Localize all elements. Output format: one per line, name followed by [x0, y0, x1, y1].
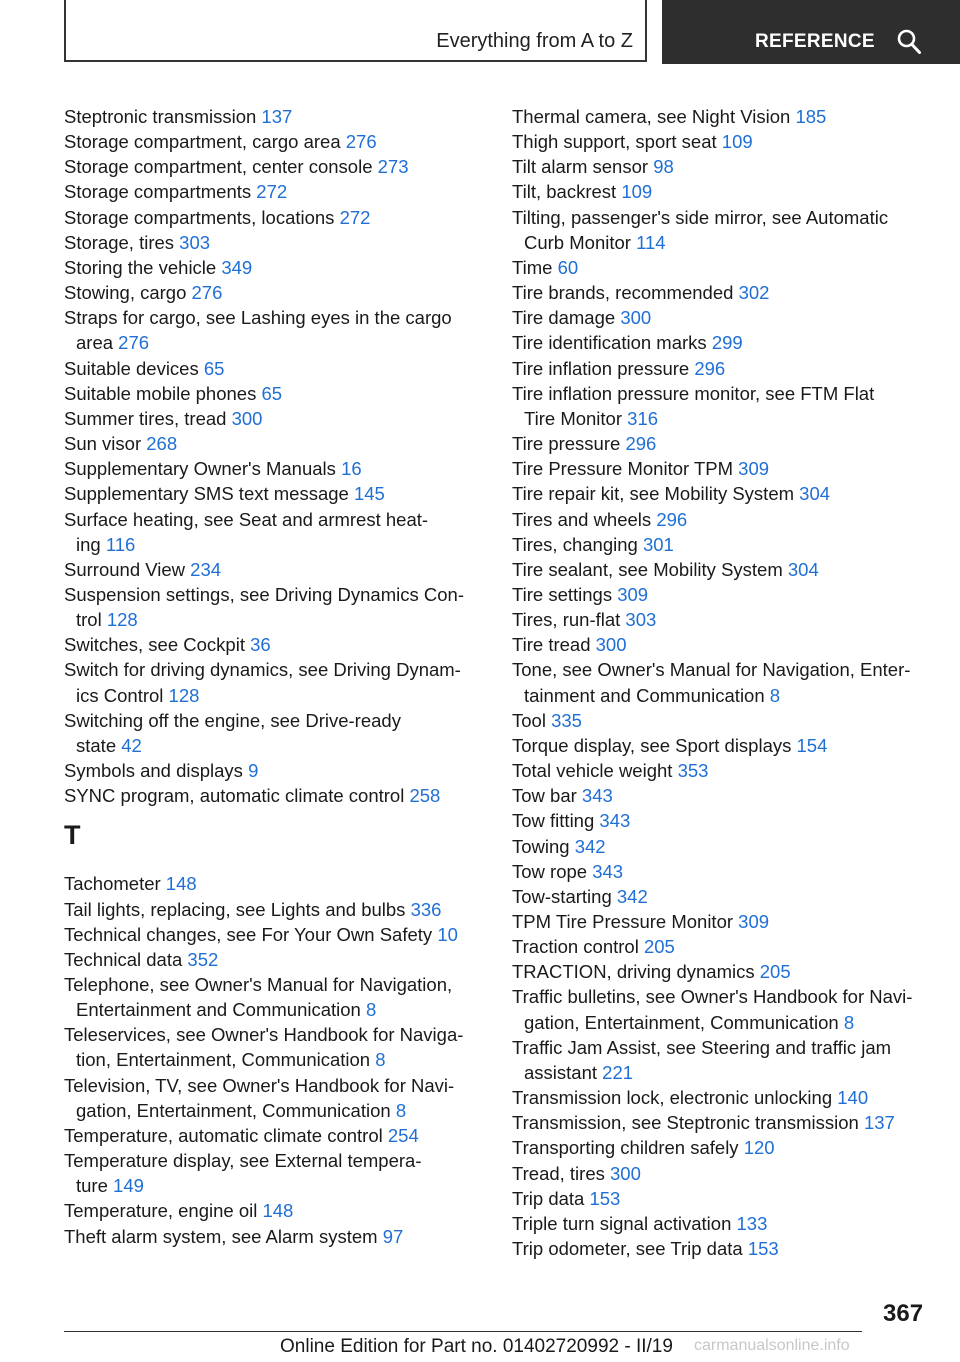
- index-page-link[interactable]: 8: [395, 1099, 407, 1121]
- index-page-link[interactable]: 8: [843, 1011, 855, 1033]
- index-page-link[interactable]: 153: [589, 1187, 621, 1209]
- index-entry: [64, 1123, 484, 1148]
- index-entry: [64, 947, 484, 972]
- footer-divider: [64, 1331, 862, 1332]
- index-page-link[interactable]: 300: [231, 407, 263, 429]
- index-entry-text: Temperature display, see External tempera-: [64, 1150, 422, 1172]
- index-page-link[interactable]: 302: [738, 282, 770, 304]
- index-page-link[interactable]: 133: [736, 1212, 768, 1234]
- index-page-link[interactable]: 353: [677, 760, 709, 782]
- index-page-link[interactable]: 296: [694, 357, 726, 379]
- index-entry-text: Tire inflation pressure: [512, 357, 690, 379]
- index-entry-text: Tilting, passenger's side mirror, see Automatic: [512, 206, 889, 228]
- index-entry-text: Temperature, automatic climate control: [64, 1124, 383, 1146]
- index-entry-text: Television, TV, see Owner's Handbook for Navi-: [64, 1074, 455, 1096]
- index-entry: [64, 922, 484, 947]
- index-page-link[interactable]: 154: [796, 734, 828, 756]
- footer-watermark: carmanualsonline.info: [694, 1337, 850, 1354]
- index-entry-text: Storage compartments, locations: [64, 206, 335, 228]
- index-entry: [512, 758, 942, 783]
- index-entry-continuation: tainment and Communication: [524, 684, 765, 706]
- index-page-link[interactable]: 98: [653, 156, 674, 178]
- index-entry-text: Storage compartments: [64, 181, 252, 203]
- index-page-link[interactable]: 273: [377, 156, 409, 178]
- index-entry-text: Suitable mobile phones: [64, 382, 257, 404]
- index-entry-text: Technical data: [64, 948, 183, 970]
- index-entry-continuation: state: [76, 734, 117, 756]
- index-page-link[interactable]: 258: [409, 785, 441, 807]
- index-page-link[interactable]: 109: [721, 131, 753, 153]
- index-entry: [64, 104, 484, 129]
- index-entry-text: Tire sealant, see Mobility System: [512, 558, 783, 580]
- index-entry: [64, 632, 484, 657]
- index-page-link[interactable]: 97: [382, 1225, 404, 1247]
- index-entry: [64, 657, 484, 707]
- index-entry: [64, 456, 484, 481]
- index-entry: [512, 1161, 942, 1186]
- index-entry: [512, 481, 942, 506]
- index-entry: [512, 859, 942, 884]
- index-entry: [64, 557, 484, 582]
- index-entry: [512, 456, 942, 481]
- index-entry: [64, 154, 484, 179]
- index-entry: [512, 532, 942, 557]
- index-entry-text: Switching off the engine, see Drive-ready: [64, 709, 401, 731]
- index-page-link[interactable]: 300: [595, 634, 627, 656]
- index-entry-text: SYNC program, automatic climate control: [64, 785, 405, 807]
- index-entry-continuation: gation, Entertainment, Communication: [524, 1011, 839, 1033]
- index-entry-continuation: gation, Entertainment, Communication: [76, 1099, 391, 1121]
- index-page-link[interactable]: 65: [261, 382, 283, 404]
- index-entry: [512, 356, 942, 381]
- index-page-link[interactable]: 276: [345, 131, 377, 153]
- index-entry-continuation: assistant: [524, 1061, 598, 1083]
- index-entry-text: Tow bar: [512, 785, 577, 807]
- index-entry: [512, 154, 942, 179]
- index-entry: [512, 1211, 942, 1236]
- index-page-link[interactable]: 185: [795, 106, 827, 127]
- index-entry: [512, 1186, 942, 1211]
- index-entry: [512, 255, 942, 280]
- index-page-link[interactable]: 309: [738, 911, 770, 932]
- index-page-link[interactable]: 65: [203, 357, 225, 379]
- index-entry: [64, 179, 484, 204]
- index-entry: [512, 708, 942, 733]
- index-entry-continuation: ing: [76, 533, 101, 555]
- index-entry-text: Tire damage: [512, 307, 616, 329]
- index-entry: [512, 507, 942, 532]
- index-entry: [64, 305, 484, 355]
- index-entry: [512, 733, 942, 758]
- index-page-link[interactable]: 109: [621, 181, 653, 203]
- page-number: 367: [883, 1300, 924, 1327]
- index-page-link[interactable]: 60: [557, 256, 579, 278]
- index-entry: [512, 582, 942, 607]
- index-entry-continuation: ics Control: [76, 684, 164, 706]
- index-page-link[interactable]: 272: [339, 206, 371, 228]
- index-entry-text: Symbols and displays: [64, 760, 243, 782]
- index-entry-text: Tire tread: [512, 634, 591, 656]
- footer-edition: Online Edition for Part no. 01402720992 - II/19: [280, 1336, 673, 1357]
- index-page-link[interactable]: 303: [179, 231, 211, 253]
- index-entry-text: Tow-starting: [512, 885, 612, 907]
- index-page-link[interactable]: 316: [627, 407, 659, 429]
- index-entry: [512, 808, 942, 833]
- index-page-link[interactable]: 8: [769, 684, 781, 706]
- index-page-link[interactable]: 304: [799, 483, 831, 505]
- index-entry: [64, 431, 484, 456]
- index-entry: [64, 205, 484, 230]
- index-entry-text: Triple turn signal activation: [512, 1212, 732, 1234]
- index-page-link[interactable]: 342: [574, 835, 606, 857]
- index-entry-text: Straps for cargo, see Lashing eyes in the cargo: [64, 307, 452, 329]
- index-entry: [64, 1148, 484, 1198]
- index-page-link[interactable]: 296: [656, 508, 688, 530]
- index-page-link[interactable]: 120: [743, 1137, 775, 1159]
- index-page-link[interactable]: 140: [837, 1087, 869, 1109]
- index-page-link[interactable]: 296: [625, 433, 657, 455]
- index-entry-text: Storage compartment, cargo area: [64, 131, 341, 153]
- index-page-link[interactable]: 36: [250, 634, 271, 656]
- header-section-box: [64, 0, 647, 62]
- index-entry-text: Time: [512, 256, 553, 278]
- index-entry: [64, 1198, 484, 1223]
- index-page-link[interactable]: 343: [599, 810, 631, 832]
- index-entry-text: Tone, see Owner's Manual for Navigation, Enter-: [512, 659, 911, 681]
- index-entry: [512, 330, 942, 355]
- index-entry: [512, 834, 942, 859]
- index-entry: [512, 280, 942, 305]
- index-entry: [64, 507, 484, 557]
- index-page-link[interactable]: 148: [262, 1200, 294, 1222]
- index-entry: [64, 481, 484, 506]
- index-page-link[interactable]: 145: [353, 483, 385, 505]
- index-entry-text: Traffic Jam Assist, see Steering and traffic jam: [512, 1036, 892, 1058]
- index-page-link[interactable]: 303: [625, 609, 657, 631]
- index-entry-text: Tire Pressure Monitor TPM: [512, 458, 734, 480]
- index-entry-text: Surround View: [64, 558, 186, 580]
- index-entry: [512, 305, 942, 330]
- index-entry-text: Storing the vehicle: [64, 256, 217, 278]
- index-entry-text: Tow fitting: [512, 810, 595, 832]
- reference-tab-label: REFERENCE: [755, 31, 875, 52]
- index-entry-text: Tire settings: [512, 583, 613, 605]
- index-page-link[interactable]: 299: [711, 332, 743, 354]
- index-entry: [64, 1022, 484, 1072]
- index-entry-text: Sun visor: [64, 433, 142, 455]
- index-page-link[interactable]: 272: [256, 181, 288, 203]
- index-entry-continuation: Entertainment and Communication: [76, 999, 361, 1021]
- index-entry-text: Stowing, cargo: [64, 282, 187, 304]
- index-page-link[interactable]: 268: [146, 433, 178, 455]
- index-entry-text: Suspension settings, see Driving Dynamics Con-: [64, 583, 464, 605]
- index-entry: [64, 230, 484, 255]
- index-page-link[interactable]: 205: [759, 961, 791, 983]
- index-entry-continuation: Tire Monitor: [524, 407, 623, 429]
- index-entry-text: Tail lights, replacing, see Lights and bulbs: [64, 898, 406, 920]
- index-entry: [512, 1135, 942, 1160]
- index-entry: [512, 557, 942, 582]
- header-section-title: Everything from A to Z: [436, 30, 633, 52]
- index-entry: [64, 255, 484, 280]
- index-page-link[interactable]: 342: [616, 885, 648, 907]
- index-entry-text: Tires, changing: [512, 533, 638, 555]
- index-entry: [64, 783, 484, 808]
- index-entry: [512, 205, 942, 255]
- index-page-link[interactable]: 343: [581, 785, 613, 807]
- index-entry: [64, 758, 484, 783]
- index-entry-text: Storage compartment, center console: [64, 156, 373, 178]
- index-entry: [64, 356, 484, 381]
- index-entry: [512, 984, 942, 1034]
- index-entry-text: Tachometer: [64, 873, 161, 895]
- index-page-link[interactable]: 304: [787, 558, 819, 580]
- index-entry: [64, 280, 484, 305]
- index-page-link[interactable]: 234: [190, 558, 222, 580]
- index-entry: [64, 897, 484, 922]
- index-entry-text: Tire pressure: [512, 433, 621, 455]
- index-entry-text: TPM Tire Pressure Monitor: [512, 911, 734, 932]
- index-entry: [64, 708, 484, 758]
- index-entry: [512, 632, 942, 657]
- index-page-link[interactable]: 301: [642, 533, 674, 555]
- index-entry: [512, 959, 942, 984]
- index-entry-text: Storage, tires: [64, 231, 175, 253]
- index-entry-text: Traction control: [512, 936, 639, 958]
- index-entry: [64, 1224, 484, 1249]
- index-entry-text: Tool: [512, 709, 546, 731]
- index-entry-text: Transmission, see Steptronic transmission: [512, 1112, 859, 1134]
- index-entry: [64, 582, 484, 632]
- index-page-link[interactable]: 276: [118, 332, 150, 354]
- index-page-link[interactable]: 128: [106, 609, 138, 631]
- index-entry: [512, 607, 942, 632]
- index-page-link[interactable]: 137: [863, 1112, 895, 1134]
- index-section-letter: T: [64, 820, 81, 851]
- index-entry: [512, 129, 942, 154]
- index-page-link[interactable]: 336: [410, 898, 442, 920]
- index-entry: [512, 783, 942, 808]
- index-page-link[interactable]: 9: [248, 760, 259, 782]
- index-entry-text: Switch for driving dynamics, see Driving Dynam-: [64, 659, 461, 681]
- index-entry-continuation: trol: [76, 609, 102, 631]
- index-entry-text: Teleservices, see Owner's Handbook for Naviga-: [64, 1024, 464, 1046]
- index-entry: [512, 909, 942, 934]
- index-entry: [64, 972, 484, 1022]
- index-entry-continuation: area: [76, 332, 114, 354]
- index-entry-text: Suitable devices: [64, 357, 199, 379]
- index-entry: [64, 129, 484, 154]
- index-entry: [512, 1236, 942, 1261]
- index-page-link[interactable]: 128: [168, 684, 200, 706]
- index-entry: [512, 934, 942, 959]
- index-entry-continuation: Curb Monitor: [524, 231, 631, 253]
- index-page-link[interactable]: 8: [366, 999, 377, 1021]
- index-page-link[interactable]: 149: [113, 1175, 144, 1197]
- index-entry-text: Transporting children safely: [512, 1137, 739, 1159]
- index-page-link[interactable]: 137: [261, 106, 293, 127]
- index-entry-text: Towing: [512, 835, 570, 857]
- index-entry: [512, 1110, 942, 1135]
- header-reference-tab[interactable]: [662, 0, 960, 64]
- index-entry-text: Tires, run-flat: [512, 609, 621, 631]
- index-entry-text: Tire repair kit, see Mobility System: [512, 483, 795, 505]
- index-entry-text: Trip data: [512, 1187, 585, 1209]
- index-entry-text: Total vehicle weight: [512, 760, 673, 782]
- index-page-link[interactable]: 10: [437, 923, 458, 945]
- index-page-link[interactable]: 205: [643, 936, 675, 958]
- index-page-link[interactable]: 254: [387, 1124, 419, 1146]
- index-entry: [512, 657, 942, 707]
- index-entry-text: Transmission lock, electronic unlocking: [512, 1087, 833, 1109]
- index-entry: [64, 1073, 484, 1123]
- index-entry-text: Supplementary Owner's Manuals: [64, 458, 336, 480]
- index-page-link[interactable]: 148: [165, 873, 197, 895]
- index-entry-text: Surface heating, see Seat and armrest heat-: [64, 508, 429, 530]
- index-entry-text: Thermal camera, see Night Vision: [512, 106, 791, 127]
- index-entry-text: Tire inflation pressure monitor, see FTM Flat: [512, 382, 875, 404]
- index-entry-text: Supplementary SMS text message: [64, 483, 349, 505]
- index-entry-text: TRACTION, driving dynamics: [512, 961, 755, 983]
- index-entry: [64, 871, 484, 896]
- index-entry-text: Steptronic transmission: [64, 106, 257, 127]
- index-page-link[interactable]: 335: [551, 709, 582, 731]
- index-page-link[interactable]: 276: [191, 282, 223, 304]
- index-entry-text: Switches, see Cockpit: [64, 634, 245, 656]
- index-entry-text: Temperature, engine oil: [64, 1200, 258, 1222]
- index-page-link[interactable]: 16: [341, 458, 362, 480]
- index-entry-text: Summer tires, tread: [64, 407, 227, 429]
- index-entry-text: Traffic bulletins, see Owner's Handbook for Navi-: [512, 986, 913, 1008]
- index-entry-text: Thigh support, sport seat: [512, 131, 717, 153]
- index-entry: [512, 431, 942, 456]
- index-entry-continuation: tion, Entertainment, Communication: [76, 1049, 371, 1071]
- index-entry-text: Tilt, backrest: [512, 181, 617, 203]
- index-page-link[interactable]: 309: [617, 583, 649, 605]
- index-entry-text: Tread, tires: [512, 1162, 605, 1184]
- index-entry: [64, 381, 484, 406]
- index-entry-text: Technical changes, see For Your Own Safety: [64, 923, 433, 945]
- index-page-link[interactable]: 8: [375, 1049, 386, 1071]
- index-page-link[interactable]: 153: [747, 1238, 779, 1260]
- index-entry-text: Tire brands, recommended: [512, 282, 734, 304]
- index-page-link[interactable]: 300: [610, 1162, 641, 1184]
- index-entry-text: Torque display, see Sport displays: [512, 734, 792, 756]
- index-page-link[interactable]: 114: [636, 231, 666, 253]
- index-entry-text: Telephone, see Owner's Manual for Navigation,: [64, 974, 453, 995]
- index-entry: [512, 381, 942, 431]
- index-entry-text: Tilt alarm sensor: [512, 156, 649, 178]
- index-column-right: [512, 104, 942, 1261]
- index-column-left: [64, 104, 484, 1249]
- index-entry-text: Tow rope: [512, 860, 588, 882]
- index-entry-continuation: ture: [76, 1175, 108, 1197]
- index-page-link[interactable]: 116: [105, 533, 136, 555]
- index-entry: [512, 1035, 942, 1085]
- index-page-link[interactable]: 221: [602, 1061, 634, 1083]
- index-page-link[interactable]: 352: [187, 948, 219, 970]
- index-entry: [64, 406, 484, 431]
- index-entry: [512, 884, 942, 909]
- search-icon[interactable]: [896, 28, 922, 56]
- index-entry: [512, 1085, 942, 1110]
- index-page-link[interactable]: 300: [620, 307, 652, 329]
- index-page-link[interactable]: 42: [121, 734, 142, 756]
- index-entry-text: Theft alarm system, see Alarm system: [64, 1225, 378, 1247]
- index-page-link[interactable]: 343: [592, 860, 624, 882]
- index-entry: [512, 179, 942, 204]
- index-entry-text: Tire identification marks: [512, 332, 707, 354]
- index-page-link[interactable]: 309: [738, 458, 770, 480]
- index-page-link[interactable]: 349: [221, 256, 253, 278]
- index-entry-text: Tires and wheels: [512, 508, 652, 530]
- index-entry-text: Trip odometer, see Trip data: [512, 1238, 743, 1260]
- index-entry: [512, 104, 942, 129]
